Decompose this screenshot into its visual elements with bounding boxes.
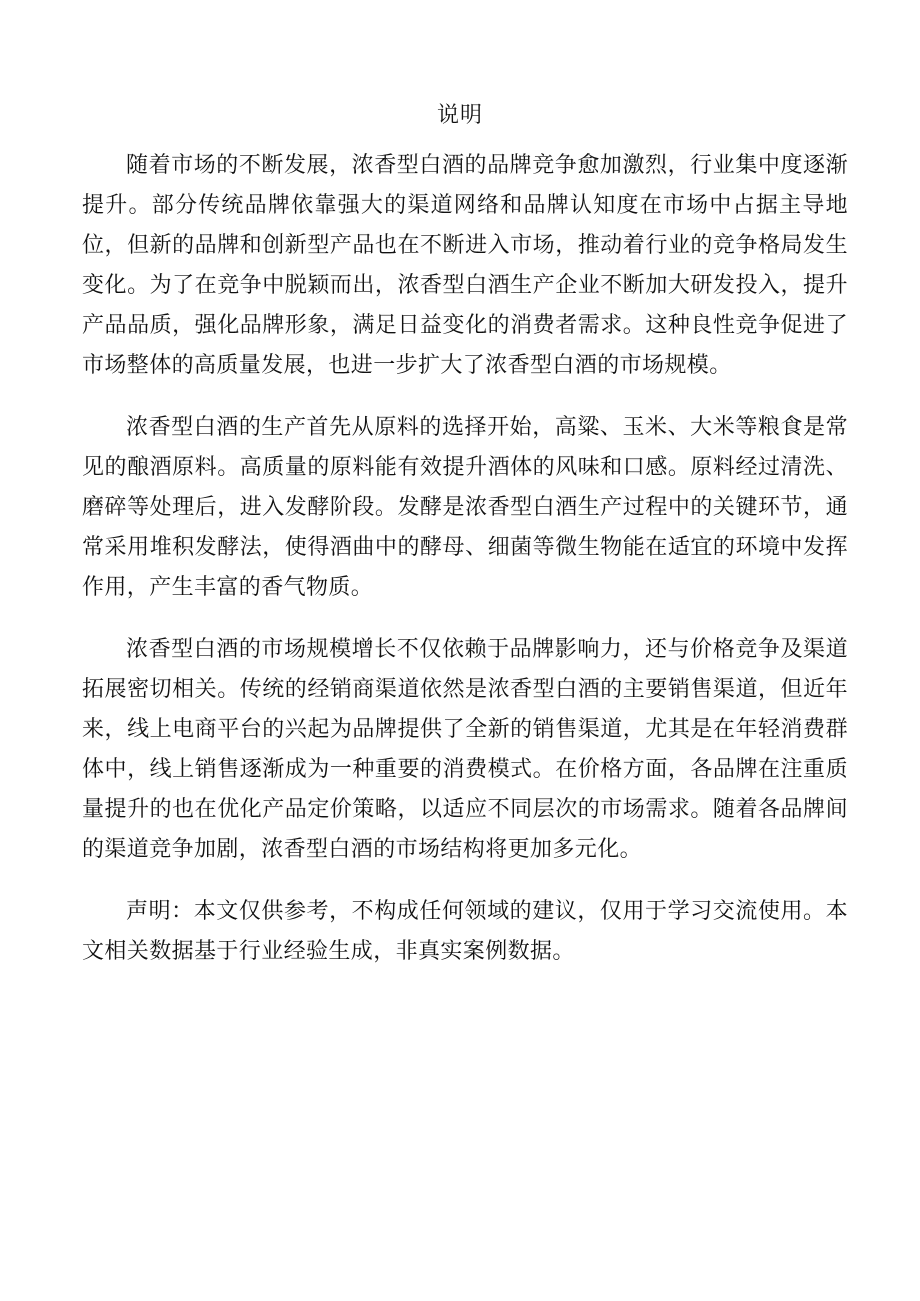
document-body — [82, 146, 848, 994]
document-title: 说明 — [436, 103, 483, 128]
paragraph-market-channels: 浓香型白酒的市场规模增长不仅依赖于品牌影响力，还与价格竞争及渠道拓展密切相关。传统的经销商渠道依然是浓香型白酒的主要销售渠道，但近年来，线上电商平台的兴起为品牌提供了全新的销售渠道，尤其是在年轻消费群体中，线上销售逐渐成为一种重要的消费模式。在价格方面，各品牌在注重质量提升的也在优化产品定价策略，以适应不同层次的市场需求。随着各品牌间的渠道竞争加剧，浓香型白酒的市场结构将更加多元化。 — [82, 637, 848, 862]
paragraph-production-process: 浓香型白酒的生产首先从原料的选择开始，高粱、玉米、大米等粮食是常见的酿酒原料。高质量的原料能有效提升酒体的风味和口感。原料经过清洗、磨碎等处理后，进入发酵阶段。发酵是浓香型白酒生产过程中的关键环节，通常采用堆积发酵法，使得酒曲中的酵母、细菌等微生物能在适宜的环境中发挥作用，产生丰富的香气物质。 — [82, 415, 848, 600]
paragraph-market-competition: 随着市场的不断发展，浓香型白酒的品牌竞争愈加激烈，行业集中度逐渐提升。部分传统品牌依靠强大的渠道网络和品牌认知度在市场中占据主导地位，但新的品牌和创新型产品也在不断进入市场，推动着行业的竞争格局发生变化。为了在竞争中脱颖而出，浓香型白酒生产企业不断加大研发投入，提升产品品质，强化品牌形象，满足日益变化的消费者需求。这种良性竞争促进了市场整体的高质量发展，也进一步扩大了浓香型白酒的市场规模。 — [82, 153, 848, 378]
paragraph-disclaimer: 声明：本文仅供参考，不构成任何领域的建议，仅用于学习交流使用。本文相关数据基于行业经验生成，非真实案例数据。 — [82, 899, 848, 964]
